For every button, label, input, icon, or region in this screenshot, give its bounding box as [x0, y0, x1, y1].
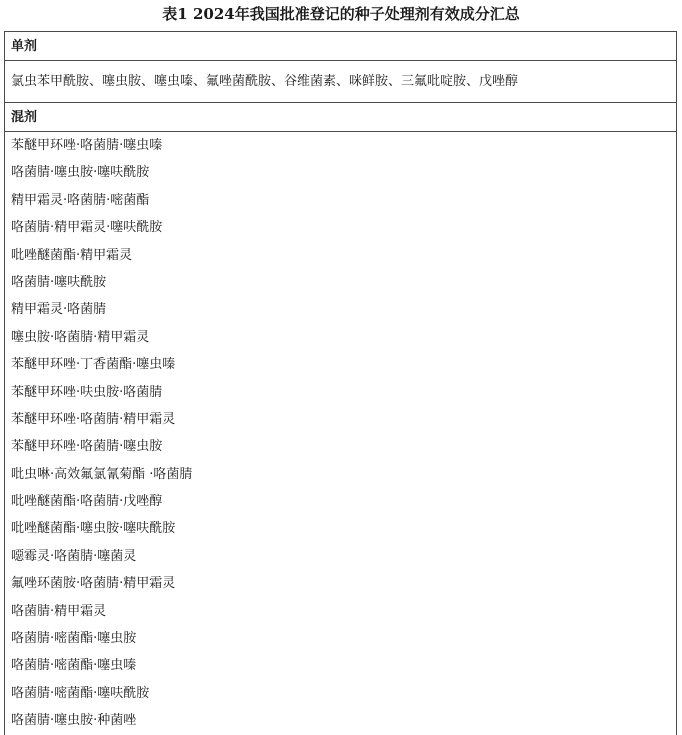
mixture-item: 苯醚甲环唑·咯菌腈·噻虫胺: [11, 439, 163, 455]
mixture-item: 吡虫啉·高效氟氯氰菊酯 ·咯菌腈: [11, 466, 193, 482]
mixture-item: 咯菌腈·嘧菌酯·噻虫胺: [11, 631, 137, 647]
mixture-item: 咯菌腈·嘧菌酯·噻呋酰胺: [11, 685, 150, 701]
mixture-item: 苯醚甲环唑·呋虫胺·咯菌腈: [11, 384, 163, 400]
mixture-item: 咯菌腈·精甲霜灵·噻呋酰胺: [11, 220, 163, 236]
mixture-item: 苯醚甲环唑·咯菌腈·精甲霜灵: [11, 411, 176, 427]
mixture-item: 咯菌腈·噻呋酰胺: [11, 274, 107, 290]
mixture-item: 咯菌腈·噻虫胺·噻呋酰胺: [11, 165, 150, 181]
mixture-item: 噻虫胺·咯菌腈·精甲霜灵: [11, 329, 150, 345]
mixture-header: 混剂: [5, 103, 676, 132]
mixture-item: 咯菌腈·噻虫胺·种菌唑: [11, 713, 137, 729]
single-agent-list: 氯虫苯甲酰胺、噻虫胺、噻虫嗪、氟唑菌酰胺、谷维菌素、咪鲜胺、三氟吡啶胺、戊唑醇: [5, 61, 676, 103]
mixture-item: 苯醚甲环唑·丁香菌酯·噻虫嗪: [11, 357, 176, 373]
table-title: 表1 2024年我国批准登记的种子处理剂有效成分汇总: [162, 5, 520, 23]
mixture-item: 苯醚甲环唑·咯菌腈·噻虫嗪: [11, 138, 163, 153]
mixture-item: 咯菌腈·精甲霜灵: [11, 603, 107, 619]
mixture-item: 吡唑醚菌酯·精甲霜灵: [11, 247, 133, 263]
mixture-item: 精甲霜灵·咯菌腈·嘧菌酯: [11, 192, 150, 208]
mixture-list: [5, 132, 676, 735]
single-agent-header: 单剂: [5, 32, 676, 61]
mixture-item: 咯菌腈·嘧菌酯·噻虫嗪: [11, 658, 137, 674]
mixture-item: 噁霉灵·咯菌腈·噻菌灵: [11, 548, 137, 564]
mixture-item: 氟唑环菌胺·咯菌腈·精甲霜灵: [11, 576, 176, 592]
ingredient-table: [4, 31, 677, 735]
mixture-item: 吡唑醚菌酯·噻虫胺·噻呋酰胺: [11, 521, 176, 537]
mixture-item: 精甲霜灵·咯菌腈: [11, 302, 107, 318]
mixture-item: 吡唑醚菌酯·咯菌腈·戊唑醇: [11, 494, 163, 510]
